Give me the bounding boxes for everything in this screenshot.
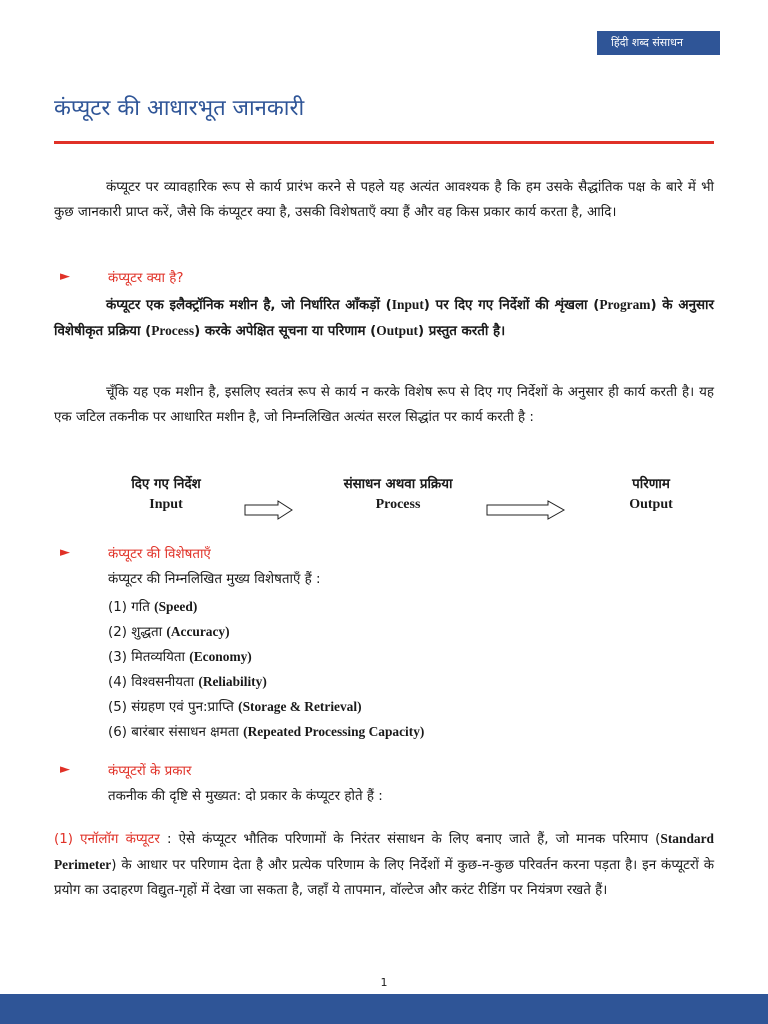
- list-item: (2) शुद्धता (Accuracy): [108, 624, 230, 640]
- flow-process-en: Process: [375, 497, 421, 512]
- flow-arrow-1: [244, 500, 294, 520]
- flow-output: [596, 475, 706, 515]
- page-title: कंप्यूटर की आधारभूत जानकारी: [54, 96, 305, 121]
- flow-output-en: Output: [629, 497, 673, 512]
- intro-paragraph: कंप्यूटर पर व्यावहारिक रूप से कार्य प्रारंभ करने से पहले यह अत्यंत आवश्यक है कि हम उसके सैद्धांतिक पक्ष के बारे में भी कुछ जानकारी प्राप्त करें, जैसे कि कंप्यूटर क्या है, उसकी विशेषताएँ क्या हैं और वह किस प्रकार कार्य करता है, आदि।: [54, 180, 714, 220]
- definition-paragraph: कंप्यूटर एक इलैक्ट्रॉनिक मशीन है, जो निर्धारित आँकड़ों (Input) पर दिए गए निर्देशों की शृंखला (Program) के अनुसार विशेषीकृत प्रक्रिया (Process) करके अपेक्षित सूचना या परिणाम (Output) प्रस्तुत करती है।: [54, 297, 714, 339]
- section-heading-what-is: कंप्यूटर क्या है?: [108, 271, 184, 286]
- list-item: (1) गति (Speed): [108, 599, 198, 615]
- analog-label: (1) एनॉलॉग कंप्यूटर: [54, 832, 160, 847]
- flow-input-hi: दिए गए निर्देश: [131, 477, 201, 492]
- principle-paragraph: चूँकि यह एक मशीन है, इसलिए स्वतंत्र रूप से कार्य न करके विशेष रूप से दिए गए निर्देशों के अनुसार ही कार्य करती है। यह एक जटिल तकनीक पर आधारित मशीन है, जो निम्नलिखित अत्यंत सरल सिद्धांत पर कार्य करती है :: [54, 385, 714, 425]
- header-tag: हिंदी शब्द संसाधन: [597, 31, 720, 55]
- features-lead: कंप्यूटर की निम्नलिखित मुख्य विशेषताएँ हैं :: [108, 572, 321, 587]
- analog-paragraph: (1) एनॉलॉग कंप्यूटर : ऐसे कंप्यूटर भौतिक परिणामों के निरंतर संसाधन के लिए बनाए जाते हैं, जो मानक परिमाप (Standard Perimeter) के आधार पर परिणाम देता है और प्रत्येक परिणाम के लिए निर्देशों में कुछ-न-कुछ परिवर्तन करना पड़ता है। इन कंप्यूटरों के प्रयोग का उदाहरण विद्युत-गृहों में देखा जा सकता है, जहाँ ये तापमान, वॉल्टेज और करंट रीडिंग पर नियंत्रण रखते हैं।: [54, 831, 714, 898]
- title-divider: [54, 141, 714, 144]
- list-item: (6) बारंबार संसाधन क्षमता (Repeated Processing Capacity): [108, 724, 425, 740]
- bullet-marker: ►: [60, 762, 70, 777]
- list-item: (5) संग्रहण एवं पुन:प्राप्ति (Storage & Retrieval): [108, 699, 362, 715]
- list-item: (4) विश्वसनीयता (Reliability): [108, 674, 267, 690]
- flow-process-hi: संसाधन अथवा प्रक्रिया: [343, 477, 453, 492]
- flow-input: [100, 475, 232, 515]
- features-list: [108, 594, 424, 744]
- flow-input-en: Input: [149, 497, 183, 512]
- footer-bar: [0, 994, 768, 1024]
- bullet-marker: ►: [60, 545, 70, 560]
- flow-output-hi: परिणाम: [632, 477, 670, 492]
- section-heading-features: कंप्यूटर की विशेषताएँ: [108, 547, 211, 562]
- bullet-marker: ►: [60, 269, 70, 284]
- flow-process: [308, 475, 488, 515]
- flow-arrow-2: [486, 500, 566, 520]
- page-number: 1: [380, 976, 388, 989]
- types-lead: तकनीक की दृष्टि से मुख्यत: दो प्रकार के कंप्यूटर होते हैं :: [108, 789, 383, 804]
- section-heading-types: कंप्यूटरों के प्रकार: [108, 764, 192, 779]
- list-item: (3) मितव्ययिता (Economy): [108, 649, 252, 665]
